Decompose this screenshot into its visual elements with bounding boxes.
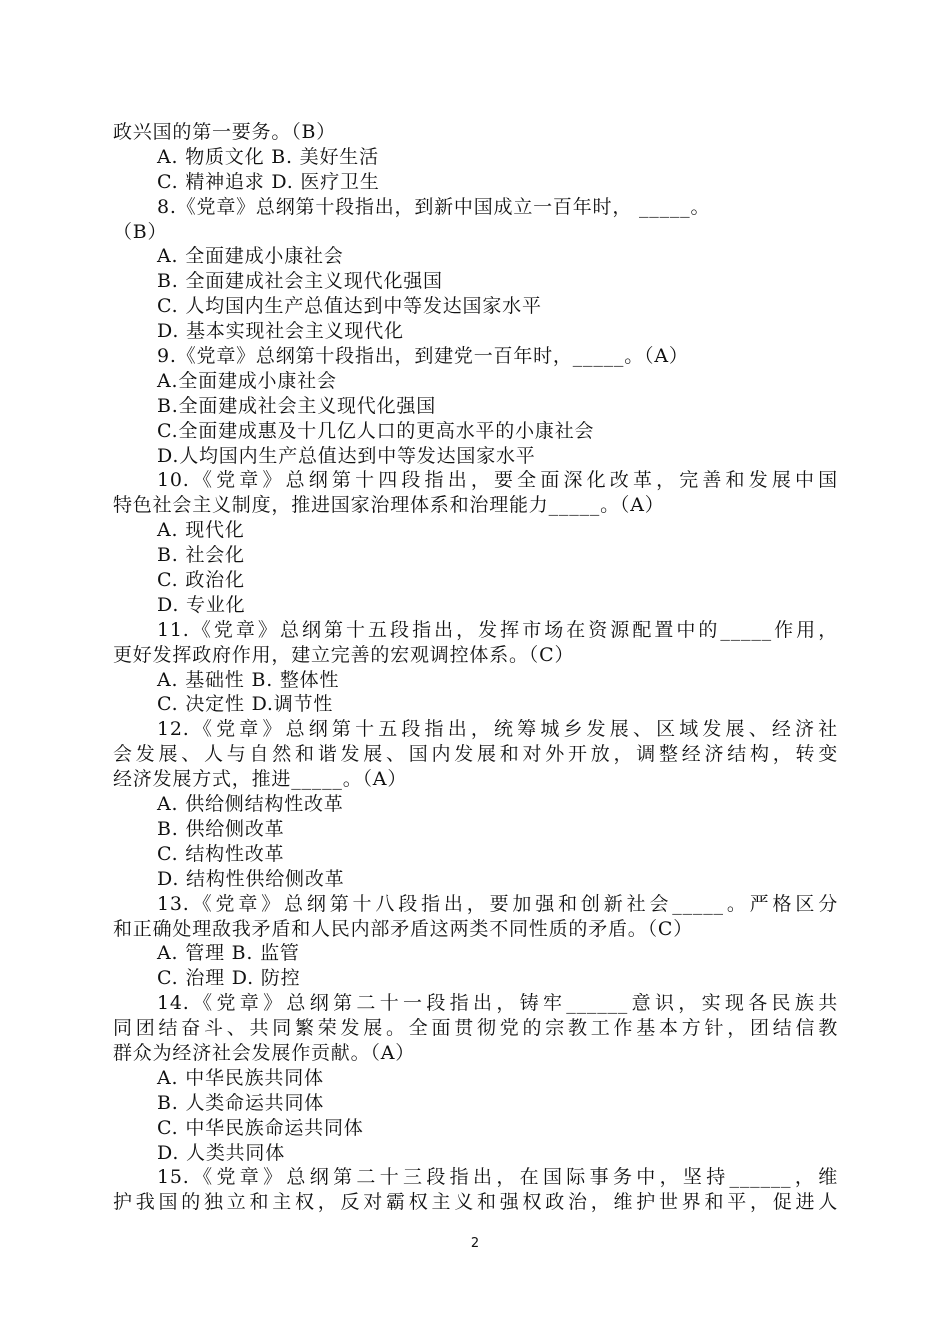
text-line: C. 决定性 D.调节性 — [157, 693, 334, 716]
text-line: （B） — [113, 220, 168, 243]
text-line: C.全面建成惠及十几亿人口的更高水平的小康社会 — [157, 419, 595, 442]
text-line: D. 人类共同体 — [157, 1141, 286, 1164]
text-line: D.人均国内生产总值达到中等发达国家水平 — [157, 444, 536, 467]
text-line: B. 人类命运共同体 — [157, 1091, 325, 1114]
text-line: D. 专业化 — [157, 593, 246, 616]
text-line: 13.《党章》总纲第十八段指出，要加强和创新社会_____。严格区分 — [157, 892, 838, 915]
text-line: A. 基础性 B. 整体性 — [157, 668, 340, 691]
text-line: A.全面建成小康社会 — [157, 369, 337, 392]
text-line: 会发展、人与自然和谐发展、国内发展和对外开放，调整经济结构，转变 — [113, 743, 838, 766]
text-line: B. 全面建成社会主义现代化强国 — [157, 270, 443, 293]
text-line: C. 政治化 — [157, 569, 245, 592]
text-line: C. 人均国内生产总值达到中等发达国家水平 — [157, 295, 542, 318]
text-line: 经济发展方式，推进_____。（A） — [113, 768, 408, 791]
text-line: A. 全面建成小康社会 — [157, 245, 344, 268]
text-line: 和正确处理敌我矛盾和人民内部矛盾这两类不同性质的矛盾。（C） — [113, 917, 694, 940]
text-line: 10.《党章》总纲第十四段指出，要全面深化改革，完善和发展中国 — [157, 469, 838, 492]
text-line: A. 供给侧结构性改革 — [157, 793, 344, 816]
text-line: A. 现代化 — [157, 519, 245, 542]
text-line: C. 精神追求 D. 医疗卫生 — [157, 170, 380, 193]
text-line: 群众为经济社会发展作贡献。（A） — [113, 1041, 416, 1064]
text-line: 8.《党章》总纲第十段指出，到新中国成立一百年时， _____。 — [157, 195, 711, 218]
text-line: 11.《党章》总纲第十五段指出，发挥市场在资源配置中的_____作用， — [157, 618, 838, 641]
text-line: 12.《党章》总纲第十五段指出，统筹城乡发展、区域发展、经济社 — [157, 718, 838, 741]
text-line: 护我国的独立和主权，反对霸权主义和强权政治，维护世界和平，促进人 — [113, 1191, 838, 1214]
text-line: C. 治理 D. 防控 — [157, 967, 301, 990]
text-line: 14.《党章》总纲第二十一段指出，铸牢______意识，实现各民族共 — [157, 992, 838, 1015]
text-line: A. 管理 B. 监管 — [157, 942, 300, 965]
text-line: A. 物质文化 B. 美好生活 — [157, 145, 379, 168]
page-number: 2 — [470, 1236, 480, 1251]
text-line: B. 供给侧改革 — [157, 817, 285, 840]
text-line: 9.《党章》总纲第十段指出，到建党一百年时，_____。（A） — [157, 345, 689, 368]
text-line: 同团结奋斗、共同繁荣发展。全面贯彻党的宗教工作基本方针，团结信教 — [113, 1017, 838, 1040]
text-line: 特色社会主义制度，推进国家治理体系和治理能力_____。（A） — [113, 494, 665, 517]
text-line: C. 中华民族命运共同体 — [157, 1116, 364, 1139]
text-line: 15.《党章》总纲第二十三段指出，在国际事务中，坚持______，维 — [157, 1166, 838, 1189]
text-line: 更好发挥政府作用，建立完善的宏观调控体系。（C） — [113, 643, 575, 666]
document-body — [113, 120, 838, 1215]
text-line: A. 中华民族共同体 — [157, 1066, 324, 1089]
text-line: D. 基本实现社会主义现代化 — [157, 320, 404, 343]
text-line: 政兴国的第一要务。（B） — [113, 121, 337, 143]
text-line: C. 结构性改革 — [157, 842, 285, 865]
text-line: B.全面建成社会主义现代化强国 — [157, 394, 437, 417]
text-line: D. 结构性供给侧改革 — [157, 867, 345, 890]
text-line: B. 社会化 — [157, 544, 245, 567]
